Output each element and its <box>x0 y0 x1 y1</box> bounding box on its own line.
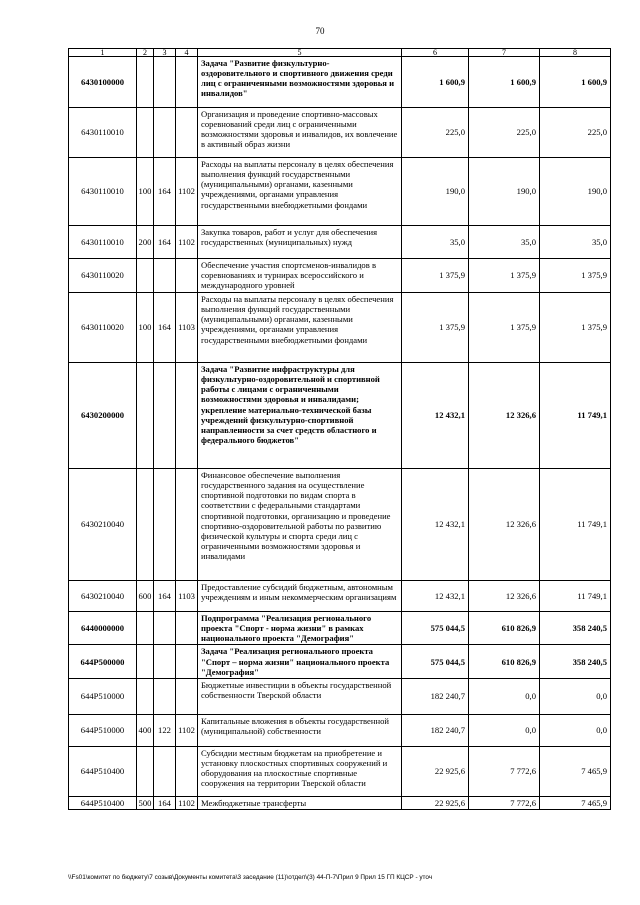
row-department-cell: 164 <box>154 581 176 612</box>
row-code-cell: 644P510000 <box>69 678 137 714</box>
row-section-cell <box>137 746 154 796</box>
row-department-cell <box>154 469 176 581</box>
row-value-col6: 182 240,7 <box>402 714 469 746</box>
row-section-cell: 400 <box>137 714 154 746</box>
row-department-cell <box>154 57 176 108</box>
row-section-cell: 200 <box>137 226 154 259</box>
column-header: 6 <box>402 49 469 57</box>
row-department-cell <box>154 612 176 645</box>
row-value-col7: 12 326,6 <box>469 469 540 581</box>
row-value-col8: 190,0 <box>540 158 611 226</box>
row-name-cell: Задача "Развитие инфраструктуры для физкультурно-оздоровительной и спортивной работы с лицами с ограниченными возможностями здоровья и инвалидами; укрепление материально-технической базы учреждений физкультурно-спортивной направленности за счет средств областного и федерального бюджетов" <box>198 363 402 469</box>
row-value-col6: 1 600,9 <box>402 57 469 108</box>
row-code-cell: 6430110010 <box>69 158 137 226</box>
row-value-col8: 11 749,1 <box>540 469 611 581</box>
column-header: 5 <box>198 49 402 57</box>
budget-table <box>68 48 611 810</box>
row-subsection-cell <box>176 746 198 796</box>
row-value-col7: 0,0 <box>469 678 540 714</box>
column-header: 2 <box>137 49 154 57</box>
row-value-col8: 1 600,9 <box>540 57 611 108</box>
table-row <box>69 746 611 796</box>
column-header: 1 <box>69 49 137 57</box>
row-value-col6: 12 432,1 <box>402 363 469 469</box>
table-row <box>69 645 611 678</box>
row-name-cell: Бюджетные инвестиции в объекты государственной собственности Тверской области <box>198 678 402 714</box>
row-value-col6: 190,0 <box>402 158 469 226</box>
row-value-col6: 22 925,6 <box>402 746 469 796</box>
row-section-cell: 600 <box>137 581 154 612</box>
row-value-col6: 575 044,5 <box>402 612 469 645</box>
row-department-cell: 164 <box>154 796 176 809</box>
row-value-col6: 575 044,5 <box>402 645 469 678</box>
row-code-cell: 6430100000 <box>69 57 137 108</box>
row-value-col6: 35,0 <box>402 226 469 259</box>
row-value-col7: 225,0 <box>469 108 540 158</box>
row-section-cell <box>137 469 154 581</box>
row-code-cell: 6430210040 <box>69 469 137 581</box>
row-section-cell <box>137 678 154 714</box>
row-value-col7: 12 326,6 <box>469 581 540 612</box>
row-name-cell: Обеспечение участия спортсменов-инвалидов в соревнованиях и турнирах всероссийского и международного уровней <box>198 259 402 293</box>
row-department-cell: 164 <box>154 226 176 259</box>
row-value-col6: 225,0 <box>402 108 469 158</box>
row-value-col8: 0,0 <box>540 714 611 746</box>
row-value-col8: 35,0 <box>540 226 611 259</box>
row-subsection-cell <box>176 678 198 714</box>
row-section-cell <box>137 612 154 645</box>
row-subsection-cell <box>176 469 198 581</box>
row-name-cell: Расходы на выплаты персоналу в целях обеспечения выполнения функций государственными (муниципальными) органами, казенными учреждениями, органами управления государственными внебюджетными фондами <box>198 158 402 226</box>
row-value-col8: 225,0 <box>540 108 611 158</box>
row-code-cell: 644P510400 <box>69 746 137 796</box>
row-code-cell: 6440000000 <box>69 612 137 645</box>
row-department-cell: 122 <box>154 714 176 746</box>
row-section-cell <box>137 259 154 293</box>
row-department-cell <box>154 259 176 293</box>
row-section-cell <box>137 645 154 678</box>
row-section-cell <box>137 57 154 108</box>
row-subsection-cell: 1102 <box>176 714 198 746</box>
row-name-cell: Расходы на выплаты персоналу в целях обеспечения выполнения функций государственными (муниципальными) органами, казенными учреждениями, органами управления государственными внебюджетными фондами <box>198 293 402 363</box>
row-value-col7: 7 772,6 <box>469 796 540 809</box>
row-department-cell <box>154 746 176 796</box>
row-value-col7: 190,0 <box>469 158 540 226</box>
row-value-col8: 7 465,9 <box>540 746 611 796</box>
row-subsection-cell <box>176 612 198 645</box>
row-code-cell: 6430110010 <box>69 226 137 259</box>
table-row <box>69 108 611 158</box>
row-subsection-cell: 1103 <box>176 581 198 612</box>
row-subsection-cell: 1102 <box>176 158 198 226</box>
row-value-col8: 11 749,1 <box>540 581 611 612</box>
row-code-cell: 644P510000 <box>69 714 137 746</box>
column-header: 7 <box>469 49 540 57</box>
row-value-col8: 358 240,5 <box>540 645 611 678</box>
row-department-cell: 164 <box>154 293 176 363</box>
row-code-cell: 6430110020 <box>69 259 137 293</box>
row-code-cell: 6430200000 <box>69 363 137 469</box>
row-code-cell: 644P500000 <box>69 645 137 678</box>
row-name-cell: Организация и проведение спортивно-массовых соревнований среди лиц с ограниченными возможностями здоровья и инвалидов, их вовлечение в активный образ жизни <box>198 108 402 158</box>
row-name-cell: Предоставление субсидий бюджетным, автономным учреждениям и иным некоммерческим организациям <box>198 581 402 612</box>
row-subsection-cell <box>176 108 198 158</box>
row-section-cell: 500 <box>137 796 154 809</box>
row-name-cell: Задача "Реализация регионального проекта "Спорт – норма жизни" национального проекта "Демография" <box>198 645 402 678</box>
table-row <box>69 158 611 226</box>
row-name-cell: Субсидии местным бюджетам на приобретение и установку плоскостных спортивных сооружений и оборудования на плоскостные спортивные сооружения на территории Тверской области <box>198 746 402 796</box>
row-value-col7: 35,0 <box>469 226 540 259</box>
row-code-cell: 6430110020 <box>69 293 137 363</box>
row-value-col6: 182 240,7 <box>402 678 469 714</box>
row-subsection-cell <box>176 259 198 293</box>
row-value-col7: 7 772,6 <box>469 746 540 796</box>
row-name-cell: Межбюджетные трансферты <box>198 796 402 809</box>
row-name-cell: Подпрограмма "Реализация регионального проекта "Спорт - норма жизни" в рамках национального проекта "Демография" <box>198 612 402 645</box>
row-department-cell: 164 <box>154 158 176 226</box>
table-row <box>69 612 611 645</box>
row-code-cell: 644P510400 <box>69 796 137 809</box>
table-row <box>69 678 611 714</box>
row-value-col7: 610 826,9 <box>469 645 540 678</box>
column-header: 8 <box>540 49 611 57</box>
table-row <box>69 714 611 746</box>
table-row <box>69 259 611 293</box>
row-subsection-cell <box>176 57 198 108</box>
row-value-col8: 358 240,5 <box>540 612 611 645</box>
column-header: 3 <box>154 49 176 57</box>
table-row <box>69 796 611 809</box>
row-department-cell <box>154 645 176 678</box>
row-subsection-cell <box>176 645 198 678</box>
table-row <box>69 581 611 612</box>
row-department-cell <box>154 678 176 714</box>
row-value-col6: 12 432,1 <box>402 469 469 581</box>
row-value-col8: 1 375,9 <box>540 293 611 363</box>
row-value-col8: 1 375,9 <box>540 259 611 293</box>
row-value-col7: 610 826,9 <box>469 612 540 645</box>
row-value-col8: 7 465,9 <box>540 796 611 809</box>
row-code-cell: 6430110010 <box>69 108 137 158</box>
row-value-col8: 0,0 <box>540 678 611 714</box>
table-row <box>69 57 611 108</box>
row-value-col7: 0,0 <box>469 714 540 746</box>
row-subsection-cell: 1102 <box>176 226 198 259</box>
row-name-cell: Капитальные вложения в объекты государственной (муниципальной) собственности <box>198 714 402 746</box>
row-name-cell: Задача "Развитие физкультурно-оздоровительного и спортивного движения среди лиц с ограниченными возможностями здоровья и инвалидов" <box>198 57 402 108</box>
row-name-cell: Закупка товаров, работ и услуг для обеспечения государственных (муниципальных) нужд <box>198 226 402 259</box>
row-section-cell: 100 <box>137 293 154 363</box>
row-subsection-cell <box>176 363 198 469</box>
row-value-col7: 1 600,9 <box>469 57 540 108</box>
row-department-cell <box>154 108 176 158</box>
row-section-cell: 100 <box>137 158 154 226</box>
row-section-cell <box>137 108 154 158</box>
row-value-col7: 1 375,9 <box>469 293 540 363</box>
row-name-cell: Финансовое обеспечение выполнения государственного задания на осуществление спортивной подготовки по видам спорта в соответствии с федеральными стандартами спортивной подготовки, организацию и проведение спортивно-оздоровительной работы по развитию физической культуры и спорта среди лиц с ограниченными возможностями здоровья и инвалидами <box>198 469 402 581</box>
row-subsection-cell: 1102 <box>176 796 198 809</box>
table-row <box>69 293 611 363</box>
page-number: 70 <box>315 26 325 36</box>
row-subsection-cell: 1103 <box>176 293 198 363</box>
table-row <box>69 469 611 581</box>
column-header: 4 <box>176 49 198 57</box>
column-header-row <box>69 49 611 57</box>
table-row <box>69 226 611 259</box>
row-section-cell <box>137 363 154 469</box>
row-code-cell: 6430210040 <box>69 581 137 612</box>
row-value-col6: 12 432,1 <box>402 581 469 612</box>
row-value-col6: 22 925,6 <box>402 796 469 809</box>
row-value-col7: 1 375,9 <box>469 259 540 293</box>
row-department-cell <box>154 363 176 469</box>
row-value-col7: 12 326,6 <box>469 363 540 469</box>
row-value-col6: 1 375,9 <box>402 293 469 363</box>
row-value-col6: 1 375,9 <box>402 259 469 293</box>
footer-file-path: \\Fs01\комитет по бюджету\7 созыв\Документы комитета\3 заседание (11)\отдел\(3) 44-П-7\Прил 9 Прил 15 ГП КЦСР - уточ <box>68 874 433 881</box>
table-row <box>69 363 611 469</box>
row-value-col8: 11 749,1 <box>540 363 611 469</box>
